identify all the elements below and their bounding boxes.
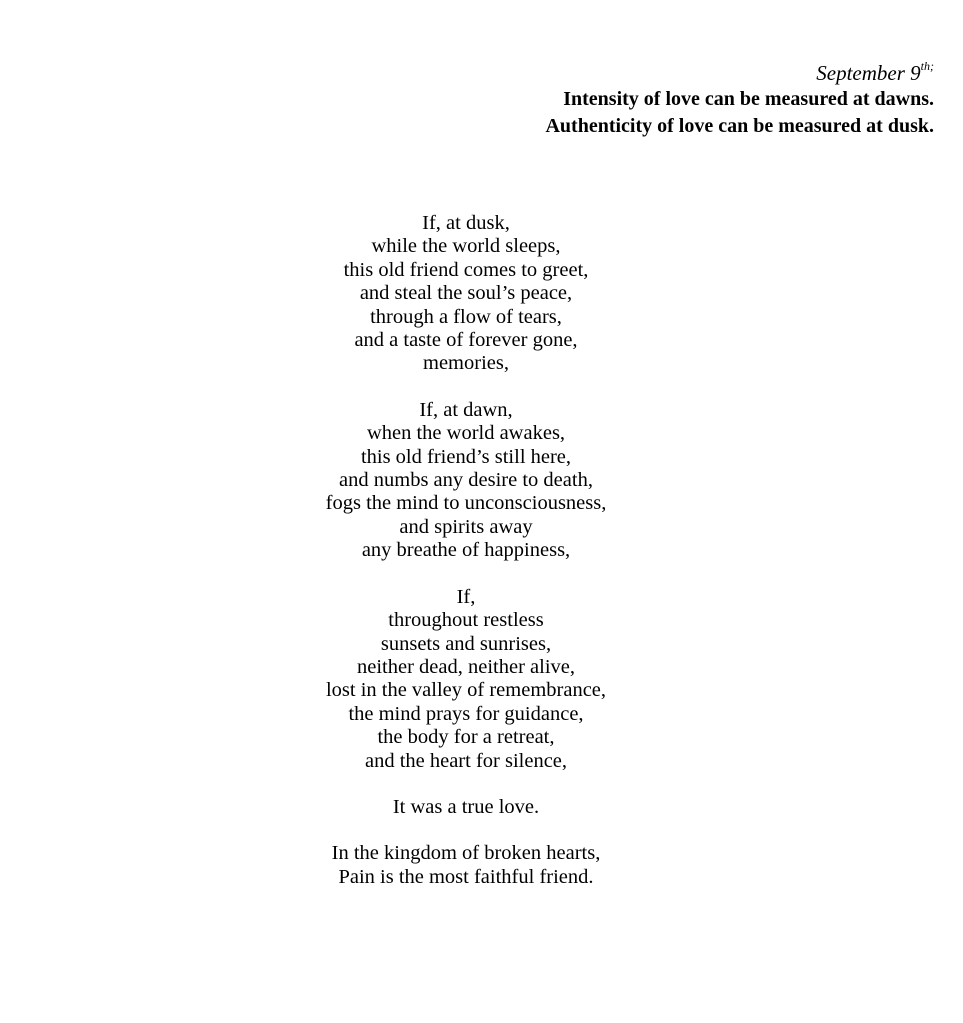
poem-line: the body for a retreat,	[377, 726, 555, 749]
date-suffix: th;	[920, 59, 934, 73]
poem-line: neither dead, neither alive,	[357, 655, 575, 678]
stanza-1	[266, 212, 666, 376]
poem-line: fogs the mind to unconsciousness,	[325, 492, 607, 515]
date-line	[545, 60, 934, 86]
poem-line: throughout restless	[388, 609, 544, 632]
poem-line: this old friend’s still here,	[360, 445, 572, 468]
poem-line: If,	[456, 585, 476, 608]
stanza-3	[266, 586, 666, 773]
poem-line: In the kingdom of broken hearts,	[331, 842, 601, 865]
epigraph-line-2: Authenticity of love can be measured at dusk.	[545, 115, 934, 137]
poem-line: this old friend comes to greet,	[343, 258, 589, 281]
epigraph-line-1: Intensity of love can be measured at dawns.	[563, 88, 934, 110]
poem-line: Pain is the most faithful friend.	[338, 865, 594, 888]
poem-line: and spirits away	[399, 515, 533, 538]
poem-line: while the world sleeps,	[371, 235, 561, 258]
poem-line: when the world awakes,	[366, 422, 566, 445]
poem-line: If, at dawn,	[419, 398, 513, 421]
poem-line: and a taste of forever gone,	[354, 329, 578, 352]
poem-line: the mind prays for guidance,	[348, 702, 584, 725]
poem-line: memories,	[423, 352, 509, 375]
poem	[266, 212, 666, 912]
stanza-4	[266, 796, 666, 819]
header	[545, 60, 934, 140]
stanza-2	[266, 399, 666, 563]
poem-line: through a flow of tears,	[370, 305, 562, 328]
poem-line: and steal the soul’s peace,	[359, 282, 573, 305]
stanza-5	[266, 842, 666, 889]
poem-line: and numbs any desire to death,	[339, 469, 593, 492]
poem-line: any breathe of happiness,	[361, 539, 571, 562]
date-text: September 9	[816, 61, 921, 85]
poem-line: It was a true love.	[392, 795, 540, 818]
poem-line: sunsets and sunrises,	[380, 632, 552, 655]
poem-line: If, at dusk,	[422, 212, 510, 234]
poem-line: lost in the valley of remembrance,	[325, 679, 607, 702]
poem-line: and the heart for silence,	[364, 749, 568, 772]
